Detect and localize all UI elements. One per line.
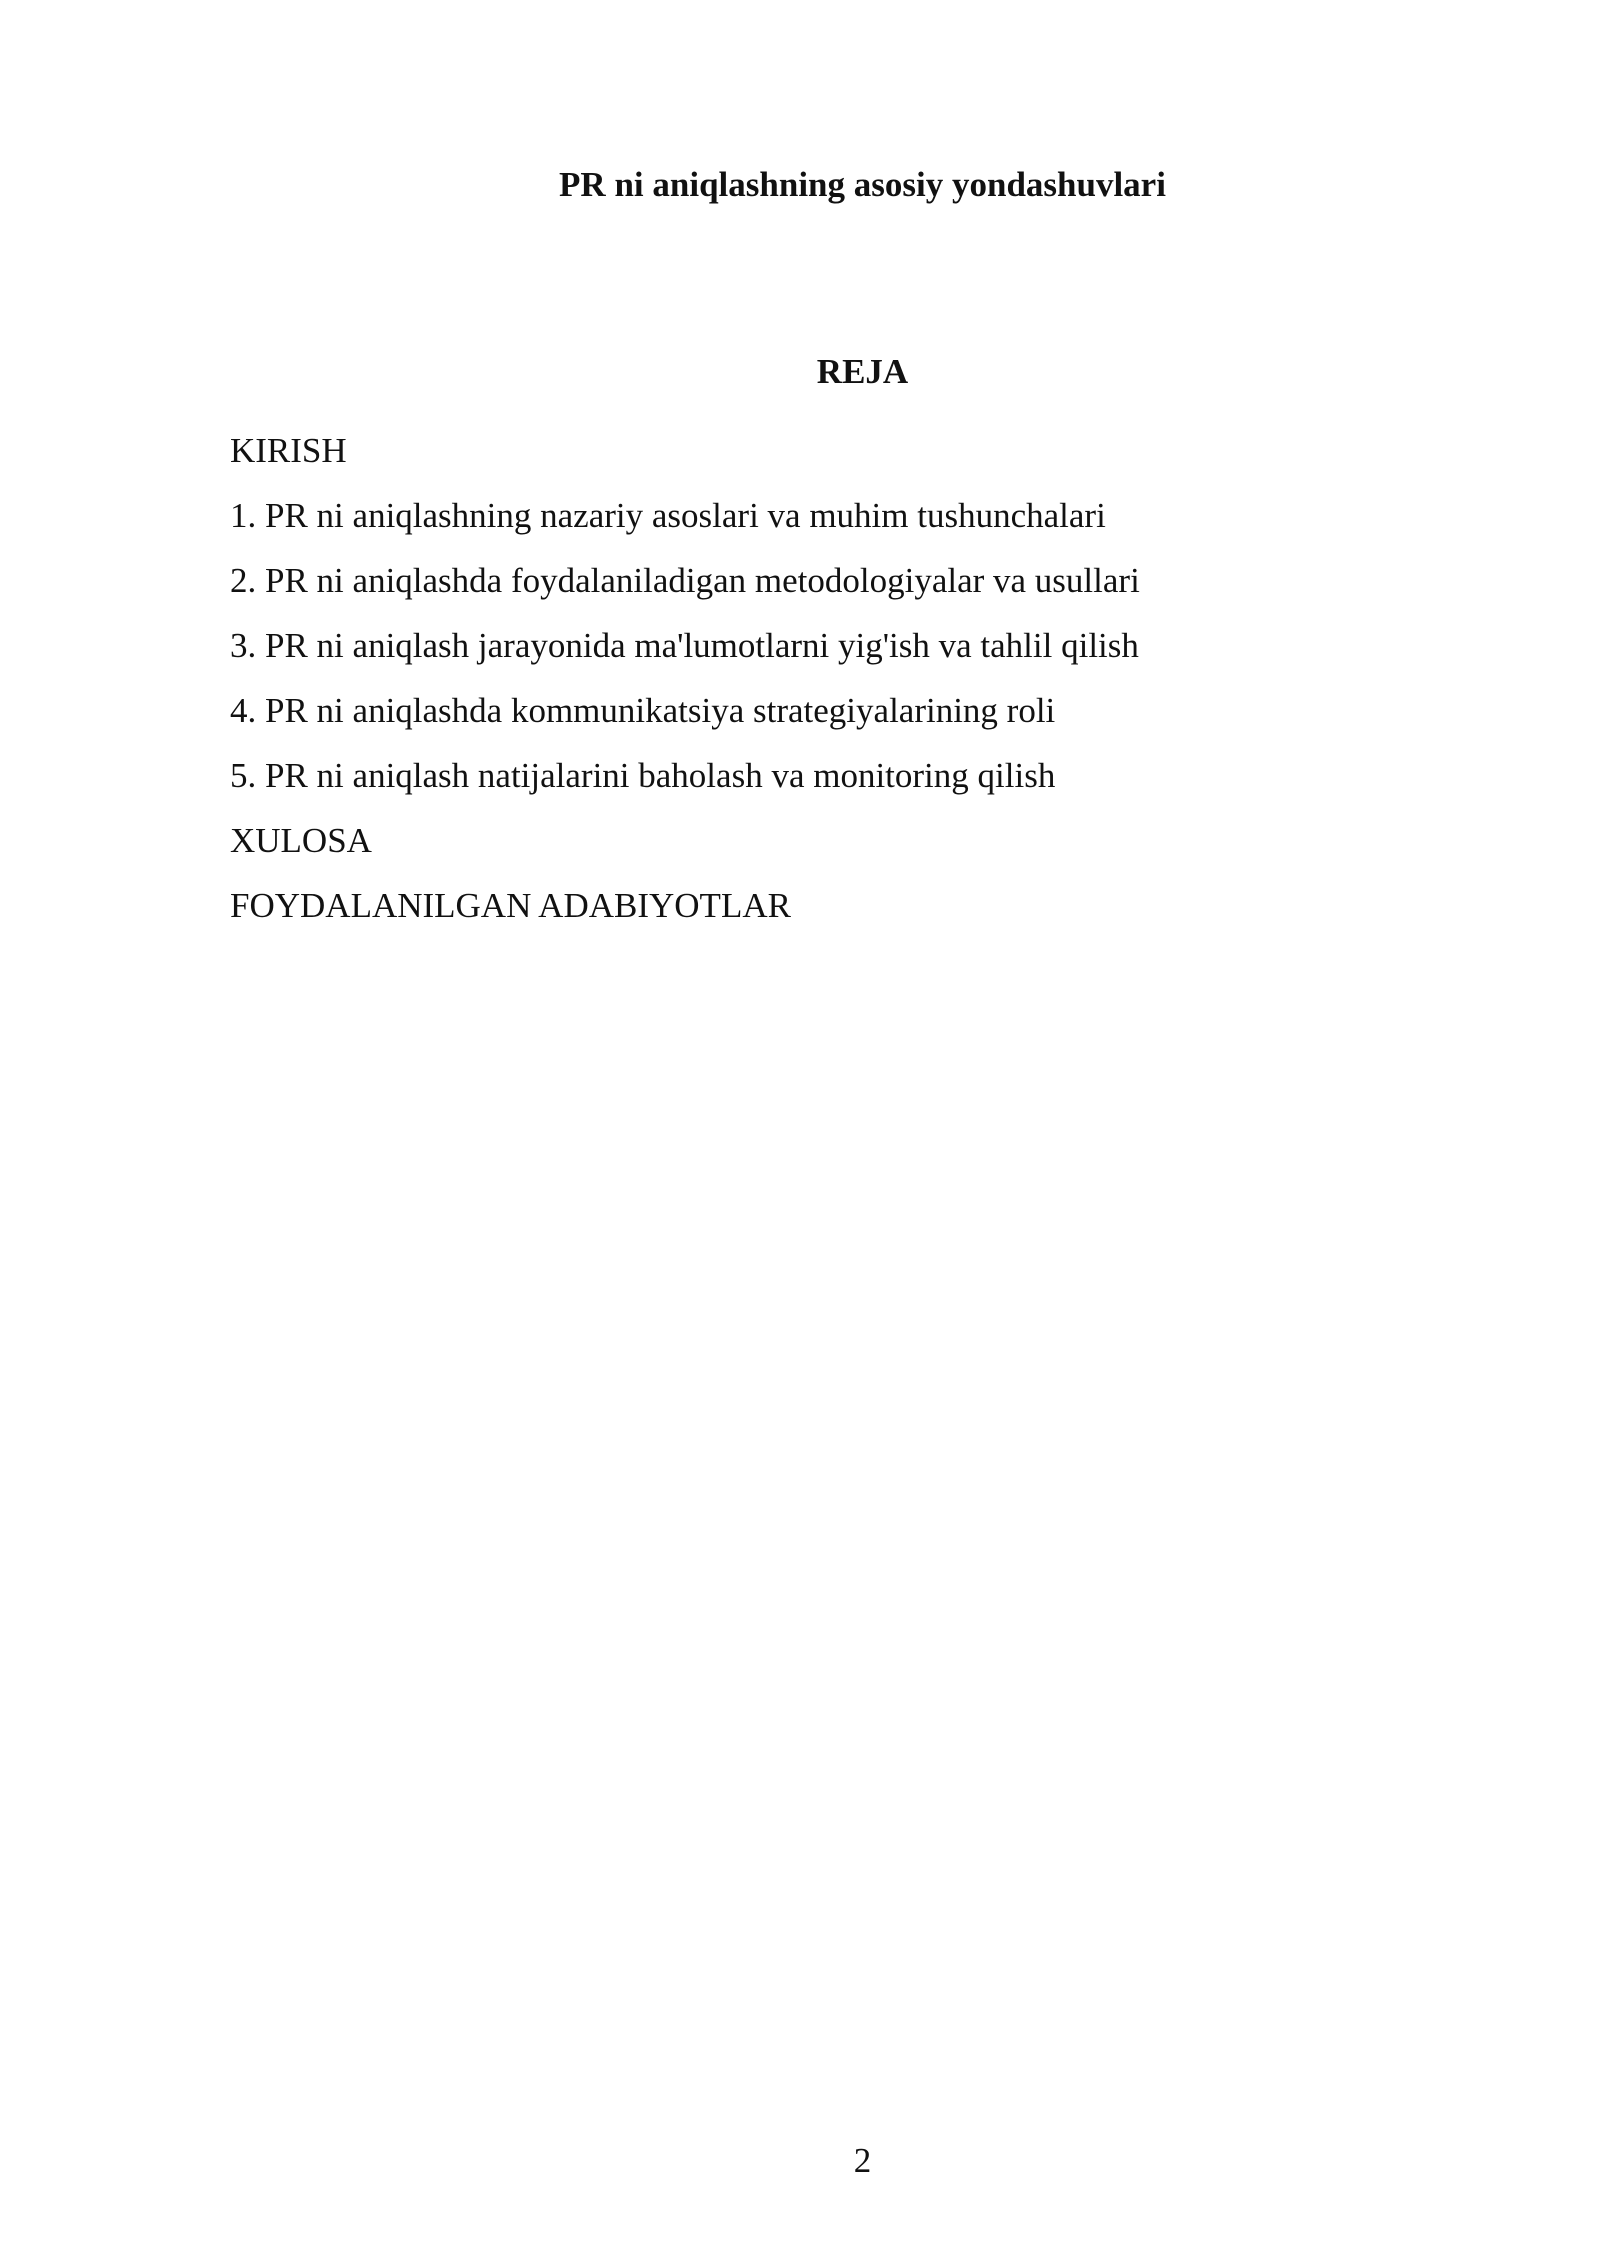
plan-item-conclusion: XULOSA	[230, 821, 372, 860]
page-number: 2	[853, 2141, 872, 2180]
plan-item-2: 2. PR ni aniqlashda foydalaniladigan metodologiyalar va usullari	[230, 561, 1140, 600]
document-title: PR ni aniqlashning asosiy yondashuvlari	[559, 165, 1166, 204]
plan-item-4: 4. PR ni aniqlashda kommunikatsiya strategiyalarining roli	[230, 691, 1056, 730]
plan-list	[230, 418, 1495, 938]
plan-item-5: 5. PR ni aniqlash natijalarini baholash va monitoring qilish	[230, 756, 1056, 795]
plan-item-1: 1. PR ni aniqlashning nazariy asoslari va muhim tushunchalari	[230, 496, 1106, 535]
plan-item-3: 3. PR ni aniqlash jarayonida ma'lumotlarni yig'ish va tahlil qilish	[230, 626, 1139, 665]
plan-item-references: FOYDALANILGAN ADABIYOTLAR	[230, 886, 791, 925]
plan-item-introduction: KIRISH	[230, 431, 347, 470]
plan-heading: REJA	[816, 352, 909, 391]
